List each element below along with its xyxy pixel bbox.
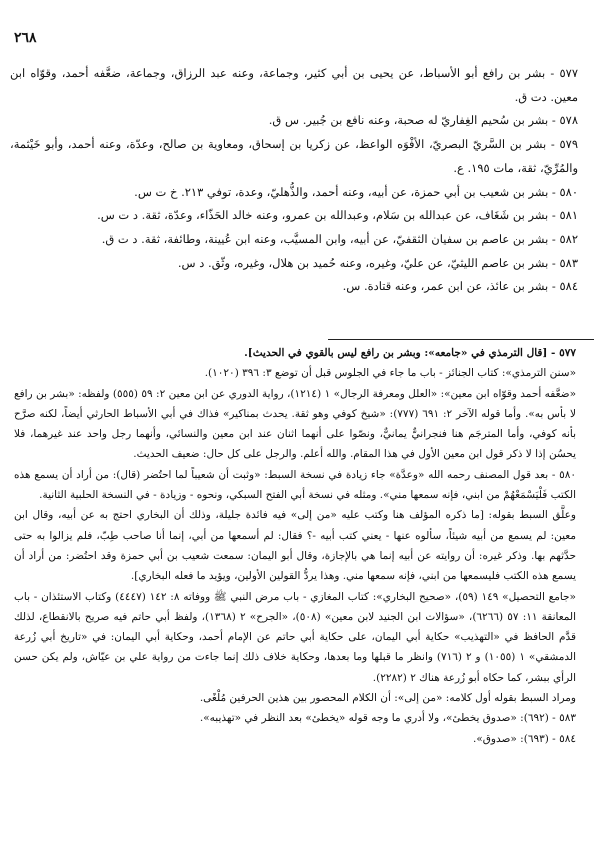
footnote-580: ٥٨٠ - بعد قول المصنف رحمه الله «وعدَّة» جاء زيادة في نسخة السبط: «وثبت أن شعيباً لما احتُضر (قال): من أراد أن يسمع هذه الكتب فَلْيَسْمَعْهُمْ من ابني، فإنه سمعها مني». ومثله في نسخة أبي الفتح السبكي، ونحوه - وزيادة - في النسخة الحلبية الثانية. [14,468,576,502]
entries-section [10,62,578,299]
entry-584: ٥٨٤ - بشر بن عائذ، عن ابن عمر، وعنه قتادة. س. [342,279,578,294]
entry-580: ٥٨٠ - بشر بن شعيب بن أبي حمزة، عن أبيه، وعنه أحمد، والذُّهليّ، وعدة، توفي ٢١٣. خ ت س. [134,184,578,199]
entry-581: ٥٨١ - بشر بن شَغَاف، عن عبدالله بن سَلام، وعبدالله بن عمرو، وعنه خالد الحَذّاء، وعدّة، ثقة. د ت س. [97,208,578,223]
footnote-580-sibt-comment: وعلَّق السبط بقوله: [ما ذكره المؤلف هنا وكتب عليه «من إلى» فيه فائدة جليلة، وذلك أن البخاري احتج به عن أبيه، وقال ابن معين: لم يسمع من أبيه شيئاً، سألوه عنها - يعني كتب أبيه -؟ فقال: لم أسمعها من أبي، إنما أنا صاحب طِبّ، فلم يزالوا به حتى حدَّثهم بها. وذكر غيره: أن روايته عن أبيه إنما هي بالإجازة، وقال أبو اليمان: سمعت شعيب بن أبي حمزة وقد احتُضر: من أراد أن يسمع هذه الكتب فليسمعها من ابني، فإنه سمعها مني. وهذا يردُّ القولين الأولين، ويؤيد ما فعله البخاري]. [14,509,576,583]
footnotes-section [14,343,576,749]
footnote-separator [328,339,594,340]
footnote-584: ٥٨٤ - (٦٩٣): «صدوق». [473,732,576,745]
footnote-580-sibt-meaning: ومراد السبط بقوله أول كلامه: «من إلى»: أن الكلام المحصور بين هذين الحرفين مُلْغًى. [199,692,576,705]
entry-577: ٥٧٧ - بشر بن رافع أبو الأسباط، عن يحيى بن أبي كثير، وجماعة، وعنه عبد الرزاق، وجماعة، ضعَّفه أحمد، وقوّاه ابن معين. دت ق. [10,66,578,104]
footnote-577-source: «سنن الترمذي»: كتاب الجنائز - باب ما جاء في الجلوس قبل أن توضع ٣: ٣٩٦ (١٠٢٠). [204,367,576,380]
entry-579: ٥٧٩ - بشر بن السَّريّ البصريّ، الأفْوَه الواعظ، عن زكريا بن إسحاق، ومعاوية بن صالح، وعدّة، وعنه أحمد، وأبو خَيْثمة، والمُرِّيّ، ثقة، مات ١٩٥. ع. [10,137,578,175]
footnote-583: ٥٨٣ - (٦٩٢): «صدوق يخطئ»، ولا أدري ما وجه قوله «يخطئ» بعد النظر في «تهذيبه». [199,712,576,725]
footnote-577-title: ٥٧٧ - [قال الترمذي في «جامعه»: وبشر بن رافع ليس بالقوي في الحديث]. [244,347,576,359]
page-number: ٢٦٨ [14,30,37,46]
entry-578: ٥٧٨ - بشر بن سُحيم الغِفاريّ له صحبة، وعنه نافع بن جُبير. س ق. [268,113,578,128]
entry-583: ٥٨٣ - بشر بن عاصم الليثيّ، عن عليّ، وغيره، وعنه حُميد بن هلال، وغيره، وثّق. د س. [177,255,578,270]
footnote-577-ibn-maeen: «ضعَّفه أحمد وقوّاه ابن معين»: «العلل ومعرفة الرجال» ١ (١٢١٤)، رواية الدوري عن ابن معين ٢: ٥٩ (٥٥٥) ولفظه: «بشر بن رافع لا بأس به». وأما قوله الآخر ٢: ٦٩١ (٧٧٧): «شيخ كوفي وهو ثقة. يحدث بمناكير» فذاك في أبي الأسباط الحارثي أيضاً، لكنه صرَّح بأنه كوفي، وأما المترجَم هنا فنجرانيٌّ يمانيٌّ، ونصّوا على أنهما اثنان عند ابن معين والنسائي، وأنهما رجل واحد عند غيرهما، فلا يحسُن إذا لا ذكر قول ابن معين الأول في هذا المقام. والله أعلم. والرجل على كل حال: ضعيف الحديث. [14,387,577,461]
footnote-580-references: «جامع التحصيل» ١٤٩ (٥٩)، «صحيح البخاري»: كتاب المغازي - باب مرض النبي ﷺ ووفاته ٨: ١٤٢ (٤٤٤٧) وكتاب الاستئذان - باب المعانقة ١١: ٥٧ (٦٢٦٦)، «سؤالات ابن الجنيد لابن معين» (٥٠٨)، «الجرح» ٢ (١٣٦٨)، ولفظ أبي حاتم فيه صريح بالانقطاع، لذلك قدَّم الحافظ في «التهذيب» حكاية أبي اليمان، على حكاية أبي حاتم عن الإمام أحمد، وحكاية أبي اليمان: في «تاريخ أبي زُرعة الدمشقي» ١ (١٠٥٥) و ٢ (٧١٦) وانظر ما قبلها وما بعدها، وحكاية خلاف ذلك إنما جاءت من رواية علي بن عيّاش، ولم يكن حسن الرأي ببشر، كما حكاه أبو زُرعة هناك ٢ (٢٢٨٢). [14,590,577,684]
entry-582: ٥٨٢ - بشر بن عاصم بن سفيان الثقفيّ، عن أبيه، وابن المسيَّب، وعنه ابن عُيينة، وطائفة، ثقة. د ت ق. [101,231,578,246]
